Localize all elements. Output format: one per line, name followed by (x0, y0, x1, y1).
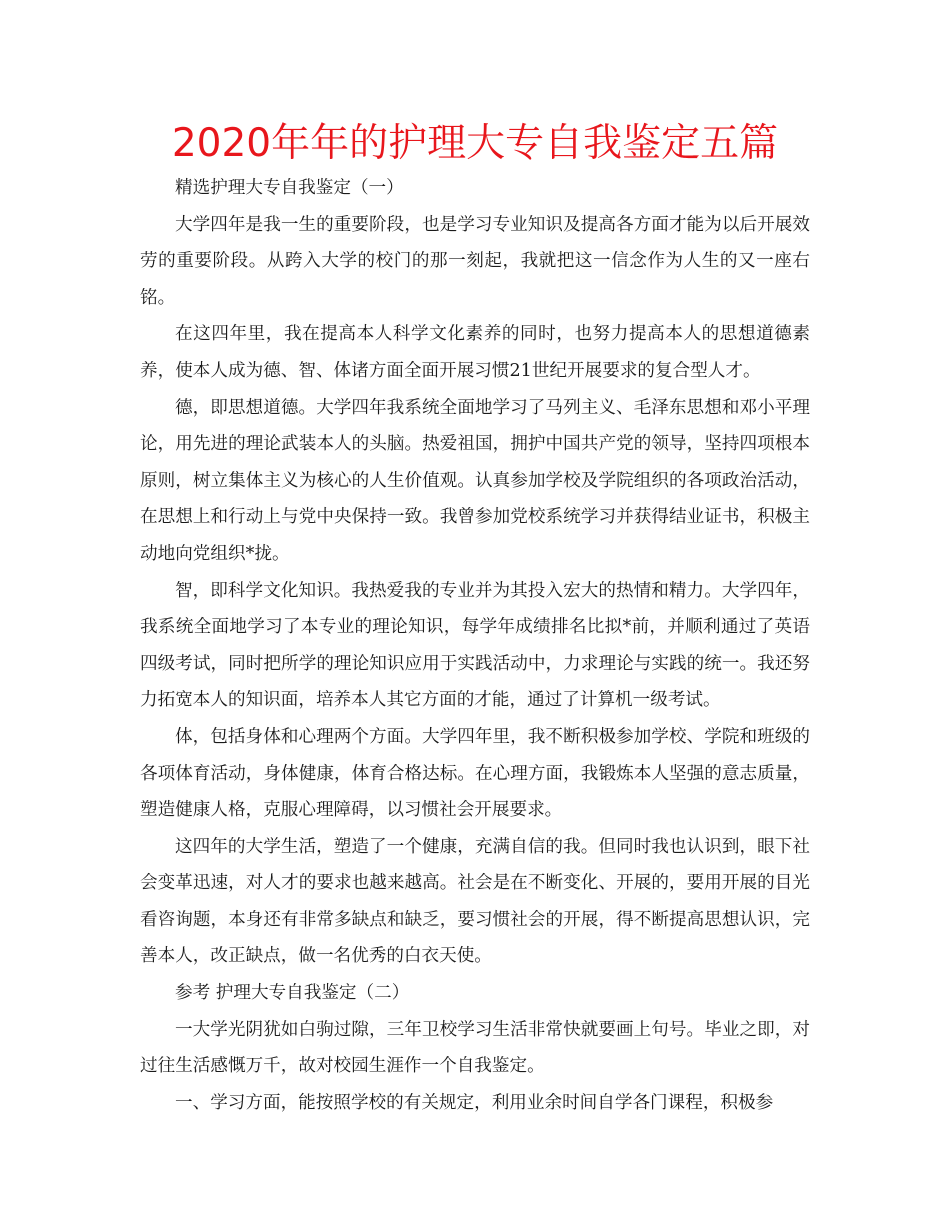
paragraph: 大学四年是我一生的重要阶段，也是学习专业知识及提高各方面才能为以后开展效劳的重要阶段。从跨入大学的校门的那一刻起，我就把这一信念作为人生的又一座右铭。 (140, 214, 810, 308)
paragraph: 体，包括身体和心理两个方面。大学四年里，我不断积极参加学校、学院和班级的各项体育活动，身体健康，体育合格达标。在心理方面，我锻炼本人坚强的意志质量，塑造健康人格，克服心理障碍，以习惯社会开展要求。 (140, 726, 810, 821)
paragraph: 智，即科学文化知识。我热爱我的专业并为其投入宏大的热情和精力。大学四年，我系统全面地学习了本专业的理论知识，每学年成绩排名比拟*前，并顺利通过了英语四级考试，同时把所学的理论知识应用于实践活动中，力求理论与实践的统一。我还努力拓宽本人的知识面，培养本人其它方面的才能，通过了计算机一级考试。 (140, 580, 810, 711)
paragraph: 德，即思想道德。大学四年我系统全面地学习了马列主义、毛泽东思想和邓小平理论，用先进的理论武装本人的头脑。热爱祖国，拥护中国共产党的领导，坚持四项根本原则，树立集体主义为核心的人生价值观。认真参加学校及学院组织的各项政治活动，在思想上和行动上与党中央保持一致。我曾参加党校系统学习并获得结业证书，积极主动地向党组织*拢。 (140, 397, 810, 564)
section-heading-1: 精选护理大专自我鉴定（一） (175, 178, 404, 198)
document-body (140, 170, 810, 1121)
paragraph: 一、学习方面，能按照学校的有关规定，利用业余时间自学各门课程，积极参 (175, 1092, 774, 1113)
paragraph: 在这四年里，我在提高本人科学文化素养的同时，也努力提高本人的思想道德素养，使本人成为德、智、体诸方面全面开展习惯21世纪开展要求的复合型人才。 (140, 324, 810, 381)
paragraph: 这四年的大学生活，塑造了一个健康，充满自信的我。但同时我也认识到，眼下社会变革迅速，对人才的要求也越来越高。社会是在不断变化、开展的，要用开展的目光看咨询题，本身还有非常多缺点和缺乏，要习惯社会的开展，得不断提高思想认识，完善本人，改正缺点，做一名优秀的白衣天使。 (140, 836, 810, 967)
section-heading-2: 参考 护理大专自我鉴定（二） (175, 983, 410, 1004)
document-title: 2020年年的护理大专自我鉴定五篇 (171, 121, 779, 166)
paragraph: 一大学光阴犹如白驹过隙，三年卫校学习生活非常快就要画上句号。毕业之即，对过往生活感慨万千，故对校园生涯作一个自我鉴定。 (140, 1019, 810, 1077)
